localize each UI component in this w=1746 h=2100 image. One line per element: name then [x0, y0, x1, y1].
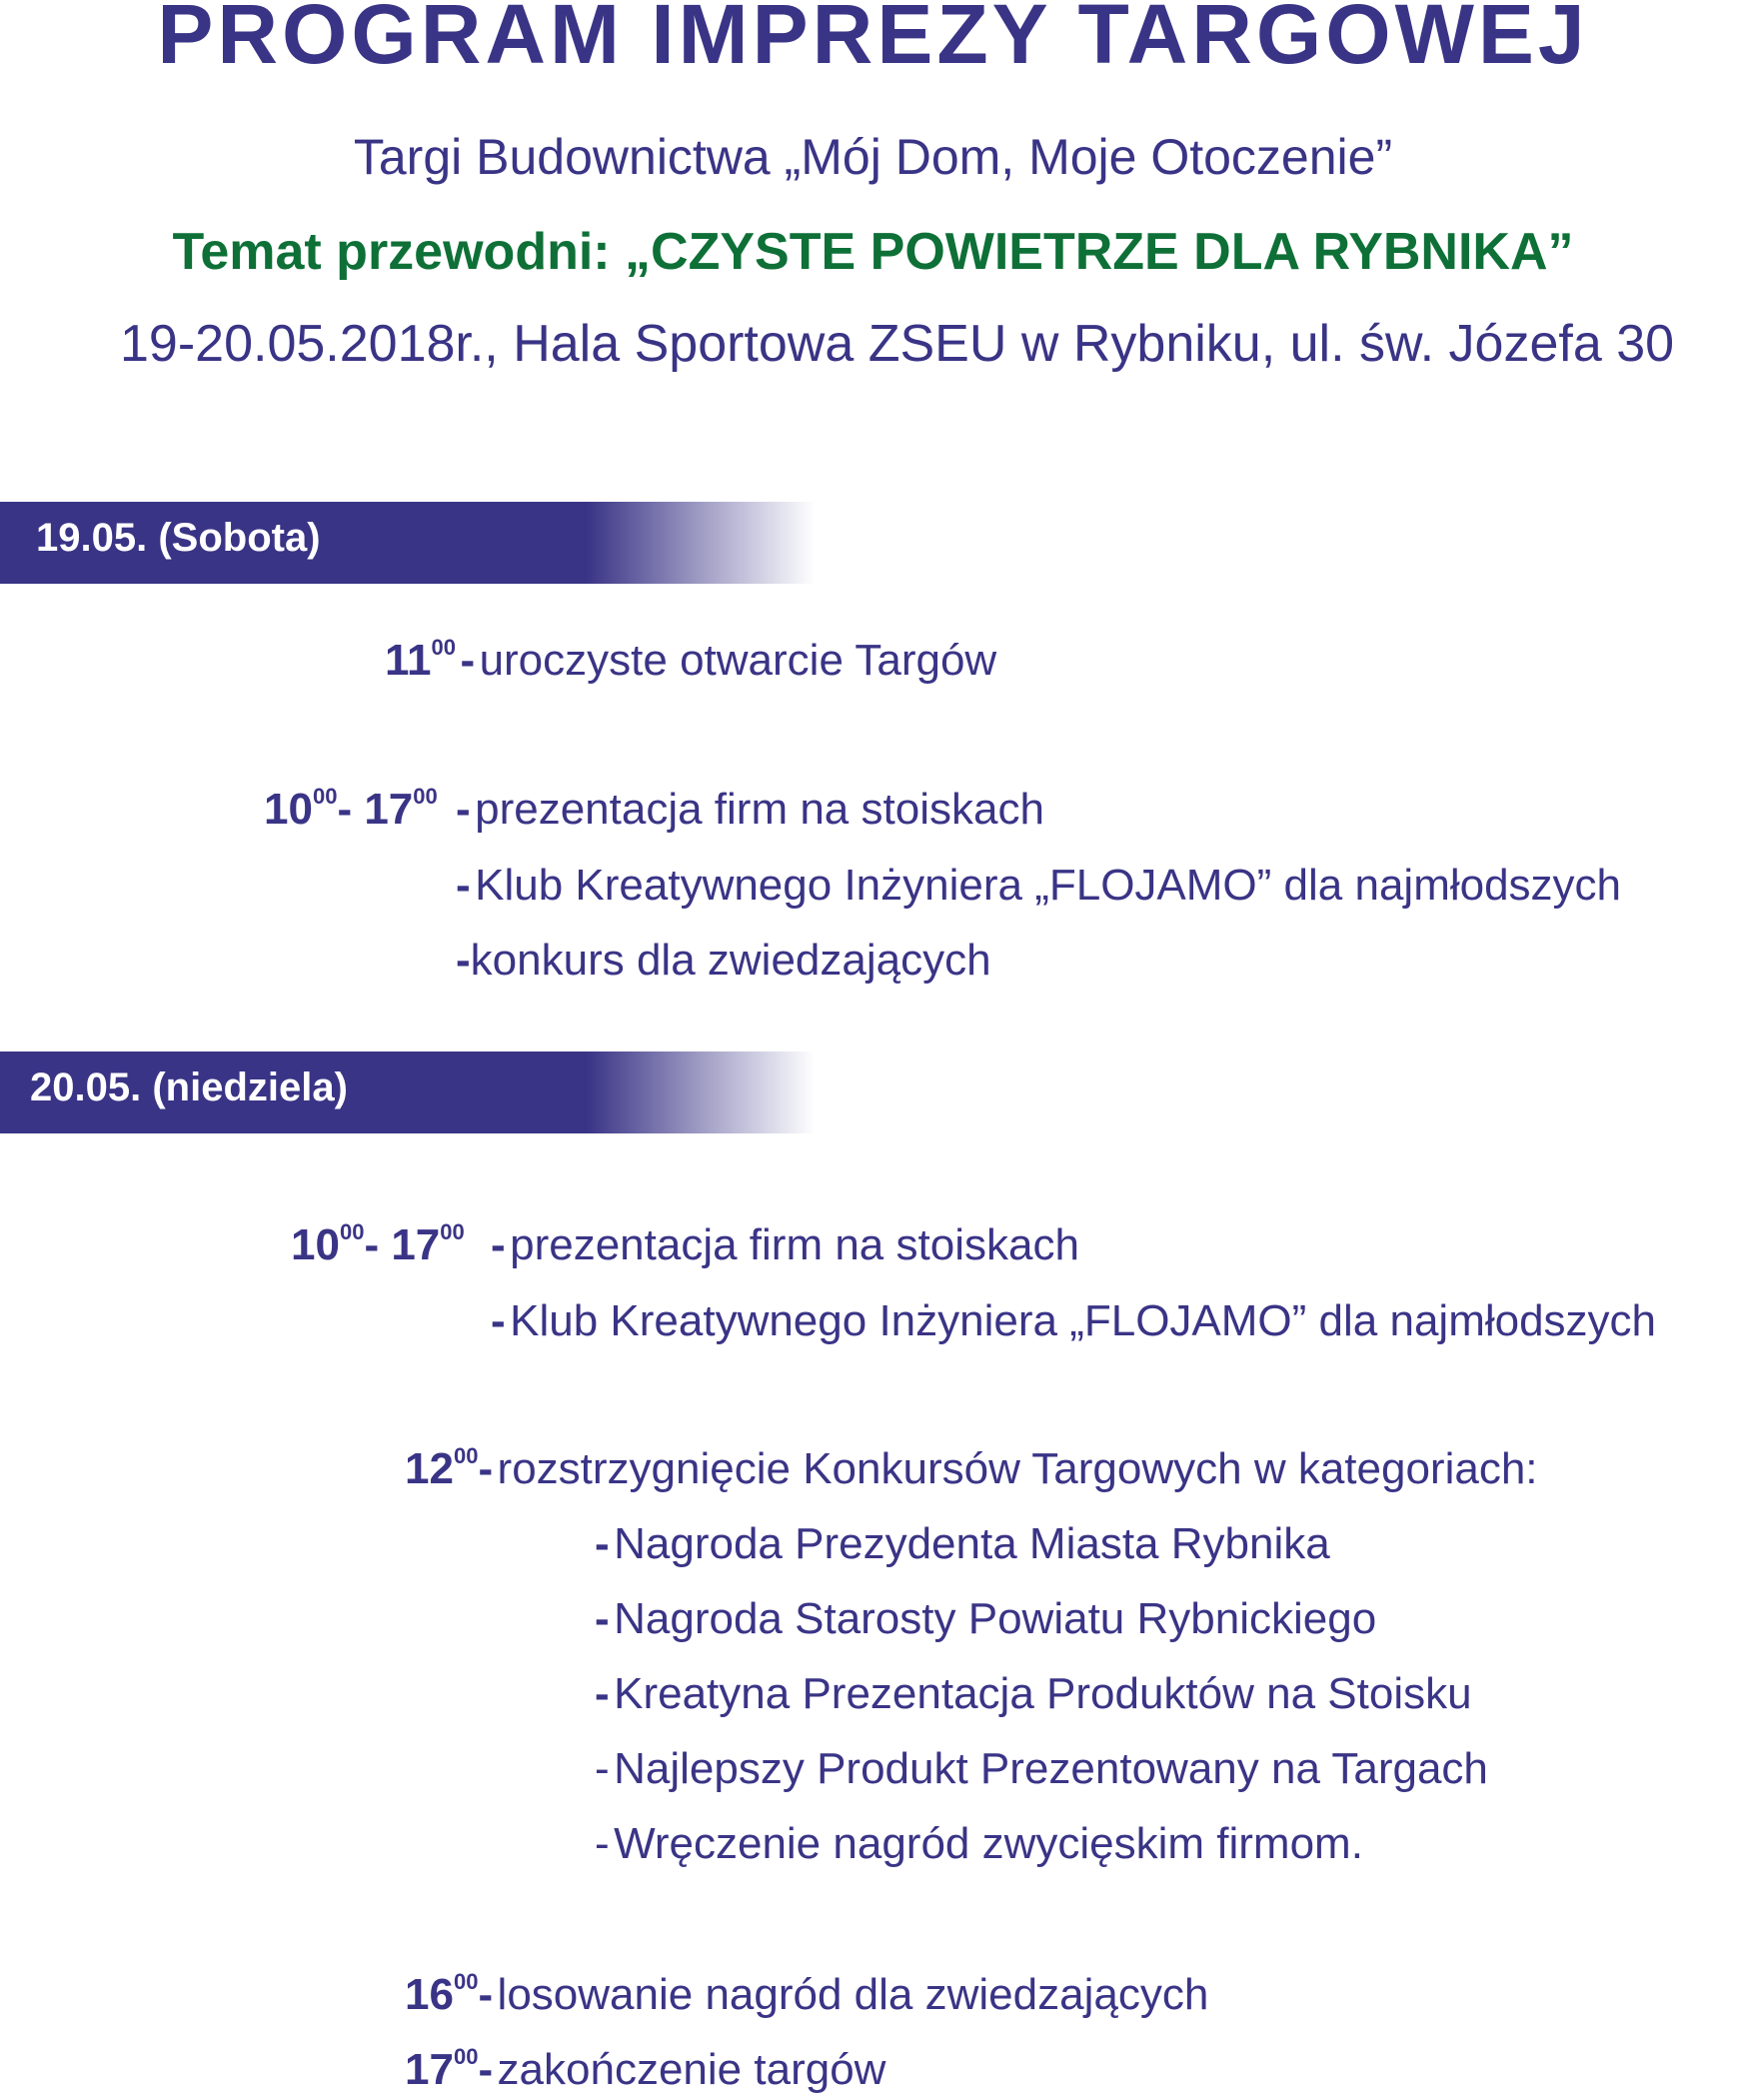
event-text: uroczyste otwarcie Targów [479, 636, 997, 685]
day2-event1-time: $10^{00}-$ $17^{00}$ [291, 1219, 465, 1269]
day1-event1: $11^{00}$ - uroczyste otwarcie Targów [385, 635, 997, 685]
list-item: - Nagroda Starosty Powiatu Rybnickiego [595, 1594, 1377, 1643]
event-venue: 19-20.05.2018r., Hala Sportowa ZSEU w Rybniku, ul. św. Józefa 30 [120, 315, 1675, 373]
event-theme: Temat przewodni: „CZYSTE POWIETRZE DLA RYBNIKA” [172, 223, 1574, 281]
list-item: - Klub Kreatywnego Inżyniera „FLOJAMO” dla najmłodszych [491, 1296, 1657, 1345]
list-item: - Wręczenie nagród zwycięskim firmom. [595, 1819, 1363, 1868]
list-item: - Nagroda Prezydenta Miasta Rybnika [595, 1519, 1330, 1568]
day2-label: 20.05. (niedziela) [30, 1065, 348, 1109]
list-item: - prezentacja firm na stoiskach [456, 785, 1044, 834]
list-item: - Kreatyna Prezentacja Produktów na Stoisku [595, 1669, 1472, 1718]
list-item: -konkurs dla zwiedzających [456, 936, 991, 985]
list-item: - prezentacja firm na stoiskach [491, 1220, 1079, 1269]
list-item: - Najlepszy Produkt Prezentowany na Targach [595, 1744, 1488, 1793]
day1-header-band [0, 502, 815, 584]
day2-event3: $16^{00}-$ losowanie nagród dla zwiedzających [405, 1969, 1209, 2019]
event-subtitle: Targi Budownictwa „Mój Dom, Moje Otoczenie” [353, 129, 1393, 185]
day1-event2-time: $10^{00}-$ $17^{00}$ [264, 784, 438, 834]
day2-header-band [0, 1051, 815, 1133]
page-title: PROGRAM IMPREZY TARGOWEJ [157, 0, 1589, 81]
day1-label: 19.05. (Sobota) [36, 516, 321, 560]
day2-event2: $12^{00}-$ rozstrzygnięcie Konkursów Targowych w kategoriach: [405, 1443, 1538, 1493]
day2-event4: $17^{00}-$ zakończenie targów [405, 2044, 886, 2094]
event-time: $11^{00}$ [385, 635, 456, 685]
list-item: - Klub Kreatywnego Inżyniera „FLOJAMO” dla najmłodszych [456, 861, 1622, 910]
